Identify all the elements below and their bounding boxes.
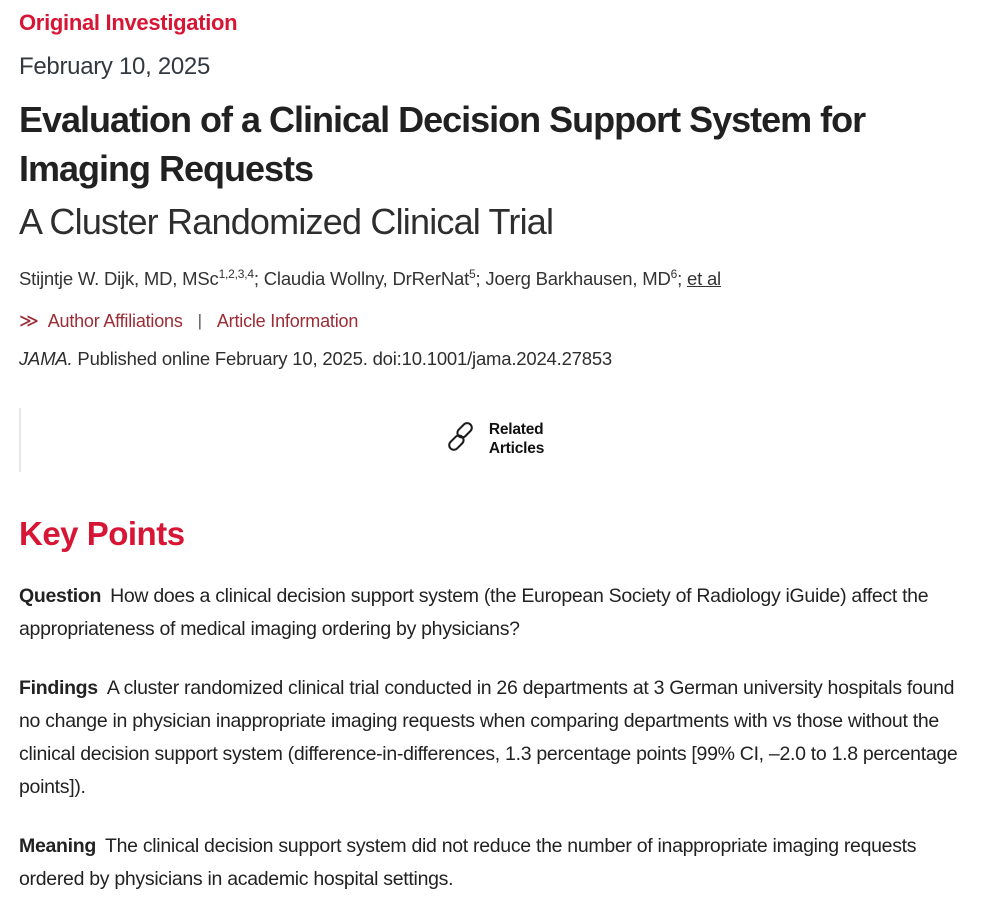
key-point-label: Question [19, 584, 102, 607]
author-superscript: 6 [670, 266, 678, 281]
key-point-label: Findings [19, 677, 98, 700]
key-point-text: How does a clinical decision support system (the European Society of Radiology iGuide) affect the appropriateness of medical imaging ordering by physicians? [19, 584, 929, 640]
meta-links-divider: | [197, 311, 202, 331]
journal-citation [19, 348, 970, 370]
key-point-text: The clinical decision support system did not reduce the number of inappropriate imaging requests ordered by physicians in academic hospital settings. [19, 835, 917, 891]
article-information-link[interactable]: Article Information [216, 310, 359, 331]
authors-line [19, 268, 970, 290]
author-separator: ; [475, 267, 486, 289]
author-separator: ; [677, 267, 687, 289]
key-point-text: A cluster randomized clinical trial conducted in 26 departments at 3 German university hospitals found no change in physician inappropriate imaging requests when comparing departments with vs those without the clinical decision support system (difference-in-differences, 1.3 percentage points [99% CI, –2.0 to 1.8 percentage points]). [19, 677, 958, 798]
author-name: Stijntje W. Dijk, MD, MSc [19, 267, 219, 289]
article-title: Evaluation of a Clinical Decision Support System for Imaging Requests [19, 99, 866, 189]
link-chain-icon [445, 419, 476, 461]
publication-date: February 10, 2025 [19, 53, 211, 80]
author-name: Joerg Barkhausen, MD [485, 267, 671, 289]
article-category-link[interactable]: Original Investigation [19, 10, 238, 35]
journal-name: JAMA. [19, 347, 73, 369]
key-point-label: Meaning [19, 835, 96, 858]
key-point-question [19, 580, 970, 646]
article-subtitle: A Cluster Randomized Clinical Trial [19, 201, 554, 243]
author-superscript: 5 [469, 266, 476, 281]
key-point-findings [19, 672, 970, 803]
key-points-heading: Key Points [19, 514, 185, 552]
double-chevron-icon: ≫ [19, 310, 39, 332]
author-affiliations-link[interactable]: Author Affiliations [47, 310, 183, 331]
author-separator: ; [253, 267, 264, 289]
et-al-link[interactable]: et al [687, 267, 721, 289]
related-articles-label [489, 421, 544, 459]
citation-text: Published online February 10, 2025. doi:10.1001/jama.2024.27853 [72, 347, 613, 369]
related-label-line2: Articles [488, 439, 545, 457]
related-label-line1: Related [488, 421, 544, 439]
author-superscript: 1,2,3,4 [218, 266, 254, 281]
author-name: Claudia Wollny, DrRerNat [263, 267, 470, 289]
related-articles-link[interactable] [445, 419, 544, 461]
key-point-meaning [19, 830, 970, 896]
article-meta-links [19, 310, 970, 333]
related-articles-strip [19, 407, 970, 473]
